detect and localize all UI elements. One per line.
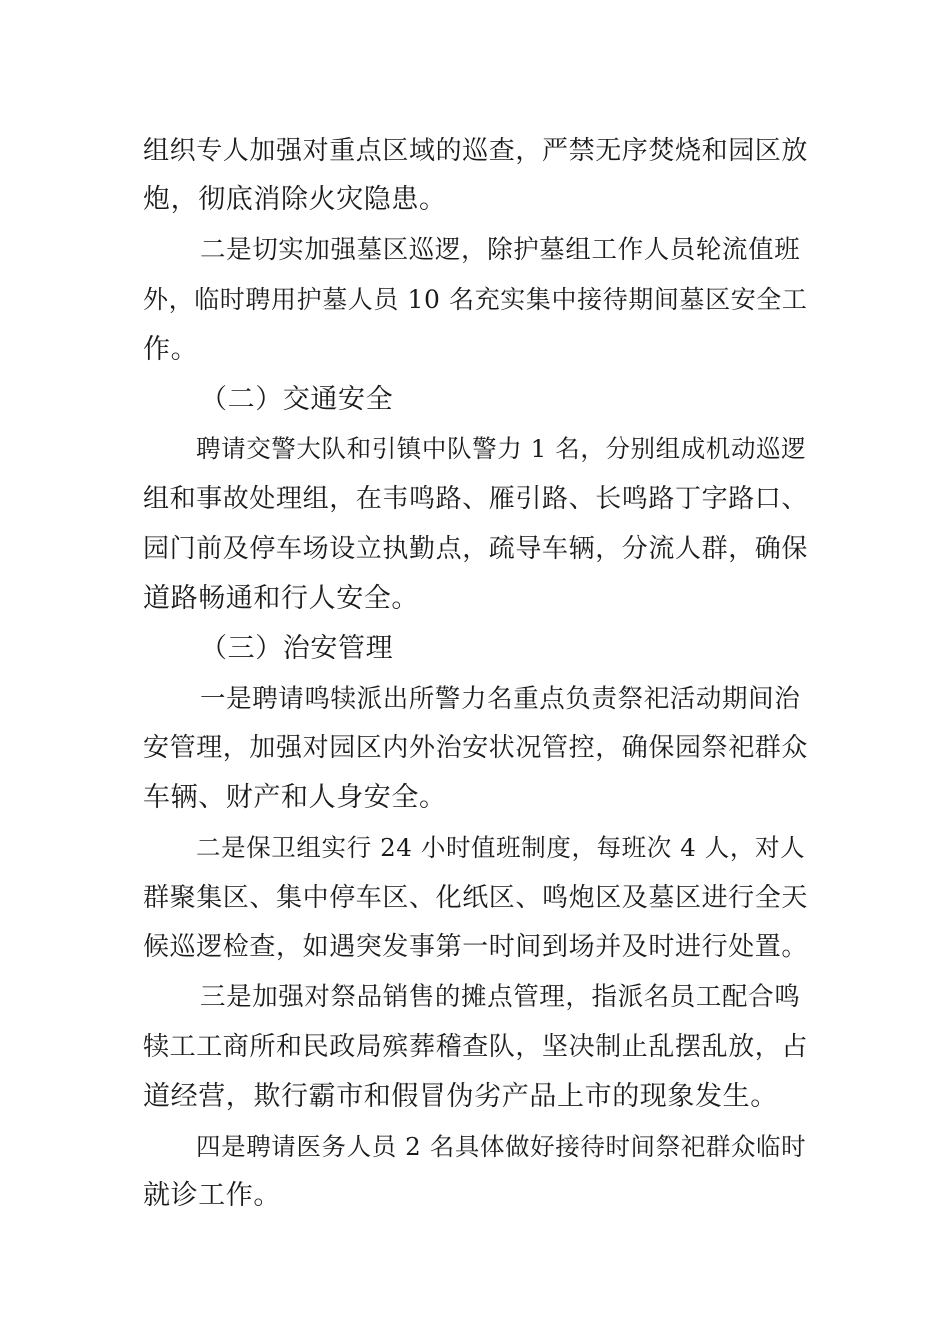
text-line: 群聚集区、集中停车区、化纸区、鸣炮区及墓区进行全天 bbox=[143, 883, 809, 913]
section-heading: （三）治安管理 bbox=[200, 633, 394, 664]
text-line: 候巡逻检查，如遇突发事第一时间到场并及时进行处置。 bbox=[143, 932, 809, 962]
text-line: 聘请交警大队和引镇中队警力 1 名，分别组成机动巡逻 bbox=[196, 434, 807, 463]
text-line: 外，临时聘用护墓人员 10 名充实集中接待期间墓区安全工 bbox=[143, 285, 808, 314]
text-line: 一是聘请鸣犊派出所警力名重点负责祭祀活动期间治 bbox=[200, 684, 801, 714]
text-line: 作。 bbox=[143, 334, 199, 365]
text-line: 就诊工作。 bbox=[143, 1180, 281, 1211]
text-line: 园门前及停车场设立执勤点，疏导车辆，分流人群，确保 bbox=[143, 534, 809, 564]
text-line: 车辆、财产和人身安全。 bbox=[143, 782, 447, 813]
text-line: 组和事故处理组，在韦鸣路、雁引路、长鸣路丁字路口、 bbox=[143, 484, 809, 514]
text-line: 二是切实加强墓区巡逻，除护墓组工作人员轮流值班 bbox=[200, 235, 801, 265]
text-line: 安管理，加强对园区内外治安状况管控，确保园祭祀群众 bbox=[143, 733, 809, 763]
text-line: 道经营，欺行霸市和假冒伪劣产品上市的现象发生。 bbox=[143, 1081, 778, 1112]
section-heading: （二）交通安全 bbox=[200, 384, 394, 415]
text-line: 组织专人加强对重点区域的巡查，严禁无序焚烧和园区放 bbox=[143, 136, 809, 166]
text-line: 犊工工商所和民政局殡葬稽查队，坚决制止乱摆乱放，占 bbox=[143, 1032, 809, 1062]
text-line: 二是保卫组实行 24 小时值班制度，每班次 4 人，对人 bbox=[196, 833, 806, 862]
text-line: 四是聘请医务人员 2 名具体做好接待时间祭祀群众临时 bbox=[196, 1132, 807, 1161]
text-line: 炮，彻底消除火灾隐患。 bbox=[143, 184, 447, 215]
text-line: 三是加强对祭品销售的摊点管理，指派名员工配合鸣 bbox=[200, 982, 801, 1012]
text-line: 道路畅通和行人安全。 bbox=[143, 583, 419, 614]
